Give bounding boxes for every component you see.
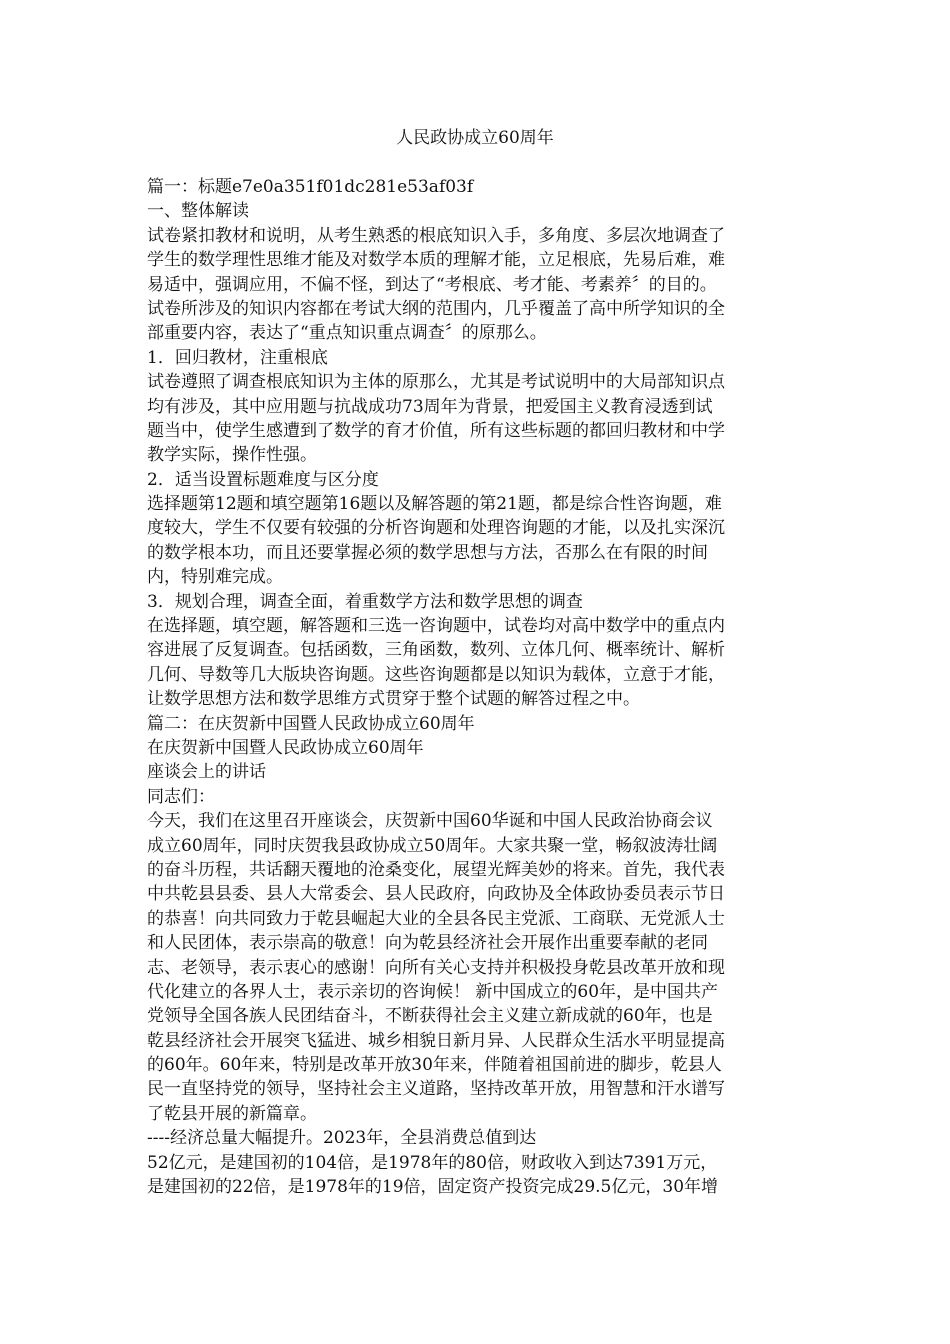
text-line: 题当中，使学生感遭到了数学的育才价值，所有这些标题的都回归教材和中学 — [147, 420, 725, 441]
text-line: 的数学根本功，而且还要掌握必须的数学思想与方法，否那么在有限的时间 — [147, 542, 708, 563]
text-line: 的恭喜！向共同致力于乾县崛起大业的全县各民主党派、工商联、无党派人士 — [147, 908, 725, 929]
text-line: 党领导全国各族人民团结奋斗，不断获得社会主义建立新成就的60年，也是 — [147, 1006, 713, 1027]
text-line: 内，特别难完成。 — [147, 567, 283, 588]
text-line: 2．适当设置标题难度与区分度 — [147, 469, 379, 490]
text-line: 志、老领导，表示衷心的感谢！向所有关心支持并积极投身乾县改革开放和现 — [147, 957, 725, 978]
text-line: 的60年。60年来，特别是改革开放30年来，伴随着祖国前进的脚步，乾县人 — [147, 1055, 722, 1076]
text-line: 今天，我们在这里召开座谈会，庆贺新中国60华诞和中国人民政治协商会议 — [147, 811, 713, 832]
text-line: 一、整体解读 — [147, 201, 249, 222]
text-line: 乾县经济社会开展突飞猛进、城乡相貌日新月异、人民群众生活水平明显提高 — [147, 1030, 725, 1051]
text-line: 的奋斗历程，共话翻天覆地的沧桑变化，展望光辉美妙的将来。首先，我代表 — [147, 859, 725, 880]
text-line: 部重要内容，表达了“重点知识重点调查〞的原那么。 — [147, 323, 547, 344]
text-line: 成立60周年，同时庆贺我县政协成立50周年。大家共聚一堂，畅叙波涛壮阔 — [147, 835, 718, 856]
text-line: 52亿元，是建国初的104倍，是1978年的80倍，财政收入到达7391万元， — [147, 1152, 718, 1173]
text-line: 篇二：在庆贺新中国暨人民政协成立60周年 — [147, 713, 475, 734]
text-line: 3．规划合理，调查全面，着重数学方法和数学思想的调查 — [147, 591, 583, 612]
text-line: 教学实际，操作性强。 — [147, 445, 317, 466]
text-line: 均有涉及，其中应用题与抗战成功73周年为背景，把爱国主义教育浸透到试 — [147, 396, 713, 417]
text-line: 篇一：标题e7e0a351f01dc281e53af03f — [147, 177, 474, 197]
text-line: 让数学思想方法和数学思维方式贯穿于整个试题的解答过程之中。 — [147, 689, 640, 710]
text-line: 和人民团体，表示崇高的敬意！向为乾县经济社会开展作出重要奉献的老同 — [147, 933, 708, 954]
document-body — [147, 175, 807, 1199]
text-line: 选择题第12题和填空题第16题以及解答题的第21题，都是综合性咨询题，难 — [147, 494, 722, 515]
text-line: 1．回归教材，注重根底 — [147, 347, 328, 368]
text-line: 中共乾县县委、县人大常委会、县人民政府，向政协及全体政协委员表示节日 — [147, 884, 725, 905]
text-line: 试卷所涉及的知识内容都在考试大纲的范围内，几乎覆盖了高中所学知识的全 — [147, 298, 725, 319]
text-line: 是建国初的22倍，是1978年的19倍，固定资产投资完成29.5亿元，30年增 — [147, 1177, 719, 1198]
text-line: 试卷遵照了调查根底知识为主体的原那么，尤其是考试说明中的大局部知识点 — [147, 372, 725, 393]
text-line: 座谈会上的讲话 — [147, 762, 266, 783]
text-line: ----经济总量大幅提升。2023年，全县消费总值到达 — [147, 1128, 537, 1149]
text-line: 在庆贺新中国暨人民政协成立60周年 — [147, 737, 424, 758]
document-title: 人民政协成立60周年 — [396, 128, 554, 148]
text-line: 同志们： — [147, 786, 215, 807]
text-line: 几何、导数等几大版块咨询题。这些咨询题都是以知识为载体，立意于才能， — [147, 664, 725, 685]
text-line: 在选择题，填空题，解答题和三选一咨询题中，试卷均对高中数学中的重点内 — [147, 616, 725, 637]
text-line: 度较大，学生不仅要有较强的分析咨询题和处理咨询题的才能，以及扎实深沉 — [147, 518, 725, 539]
text-line: 试卷紧扣教材和说明，从考生熟悉的根底知识入手，多角度、多层次地调查了 — [147, 225, 725, 246]
text-line: 易适中，强调应用，不偏不怪，到达了“考根底、考才能、考素养〞的目的。 — [147, 274, 717, 295]
text-line: 了乾县开展的新篇章。 — [147, 1103, 317, 1124]
text-line: 学生的数学理性思维才能及对数学本质的理解才能，立足根底，先易后难，难 — [147, 250, 725, 271]
text-line: 代化建立的各界人士，表示亲切的咨询候！ 新中国成立的60年，是中国共产 — [147, 981, 719, 1002]
text-line: 民一直坚持党的领导，坚持社会主义道路，坚持改革开放，用智慧和汗水谱写 — [147, 1079, 725, 1100]
text-line: 容进展了反复调查。包括函数，三角函数，数列、立体几何、概率统计、解析 — [147, 640, 725, 661]
